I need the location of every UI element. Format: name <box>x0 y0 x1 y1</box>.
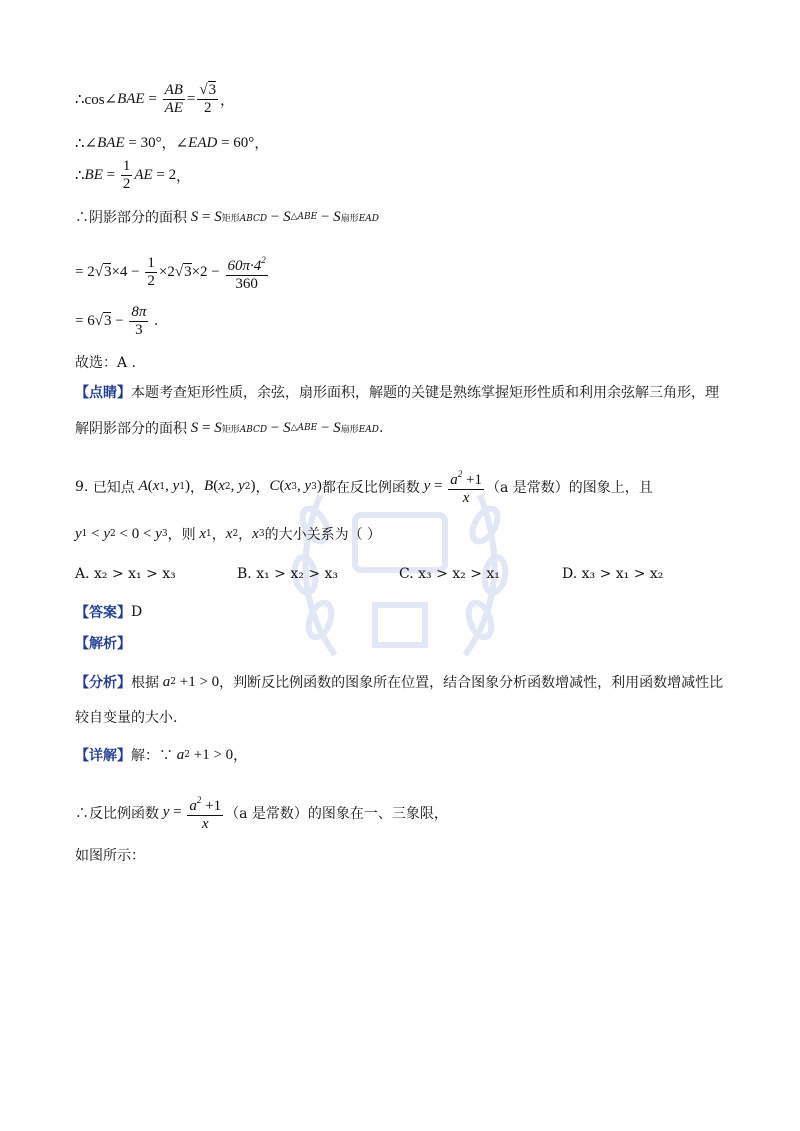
line-angles: ∴∠ BAE = 30° ， ∠ EAD = 60° ， <box>75 134 269 152</box>
q9-fenxi-line-1: 【分析】 根据 a 2 +1 > 0 ，判断反比例函数的图象所在位置，结合图象分析函数增减性，利用函数增减性比 <box>75 673 724 691</box>
q9-answer: 【答案】 D <box>75 604 143 621</box>
line-calc-2: = 6√3 − $\frac{8\pi}{3}$ . <box>75 304 158 338</box>
line-answer-choice: 故选：A . <box>75 355 137 371</box>
q9-figure-note: 如图所示： <box>75 848 145 864</box>
q9-fenxi-line-2: 较自变量的大小. <box>75 710 178 726</box>
line-cos-bae: ∴cos∠ BAE = $\frac{AB}{AE}$ = $\frac{√3}{2}$ ， <box>75 82 235 116</box>
line-calc-1: = 2√3×4 − $\frac{1}{2}$ ×2√3×2 − $\frac{60\pi\cdot 4^2}{360}$ <box>75 252 270 293</box>
line-shaded-area: ∴阴影部分的面积 S = S 矩形ABCD − S △ABE − S 扇形EAD <box>75 208 379 226</box>
q9-option-a: A. x₂ > x₁ > x₃ <box>75 566 176 582</box>
dianjing-line-1: 【点睛】 本题考查矩形性质，余弦，扇形面积，解题的关键是熟练掌握矩形性质和利用余弦解三角形，理 <box>75 385 719 401</box>
q9-stem-line-1: 9. 已知点 A ( x 1 , y 1 ) ， B ( x 2 , y 2 ) ， C ( x 3 , y 3 ) 都在反比例函数 y = $\frac{a^2 +1}{x}$ （a 是常数）的图象上，且 <box>75 466 653 507</box>
q9-option-d: D. x₃ > x₁ > x₂ <box>562 566 664 582</box>
line-be: ∴ BE = $\frac{1}{2}$ AE = 2 ， <box>75 158 191 192</box>
q9-conclusion-line: ∴反比例函数 y = $\frac{a^2 +1}{x}$ （a 是常数）的图象在一、三象限， <box>75 792 448 833</box>
q9-option-c: C. x₃ > x₂ > x₁ <box>399 566 500 582</box>
q9-xiangjie-line: 【详解】 解：∵ a 2 +1 > 0 ， <box>75 746 248 764</box>
dianjing-line-2: 解阴影部分的面积 S = S 矩形ABCD − S △ABE − S 扇形EAD . <box>75 419 384 437</box>
q9-analysis-tag: 【解析】 <box>75 636 131 652</box>
q9-option-b: B. x₁ > x₂ > x₃ <box>237 566 338 582</box>
q9-stem-line-2: y 1 < y 2 < 0 < y 3 ，则 x 1 ， x 2 ， x 3 的大小关系为（ ） <box>75 525 382 543</box>
